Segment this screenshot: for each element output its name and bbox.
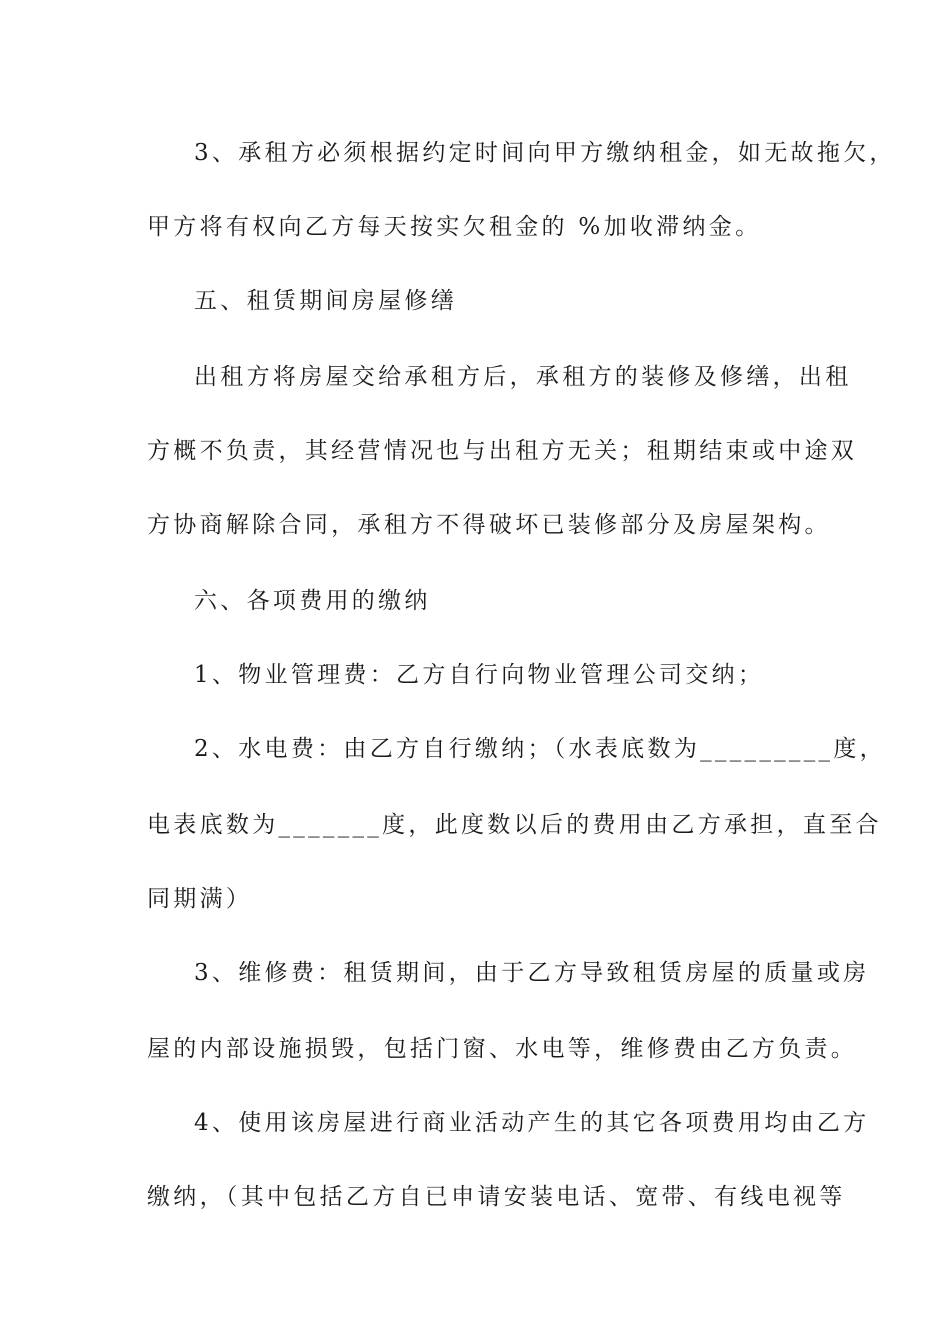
section-heading: 五、租赁期间房屋修缮 bbox=[194, 288, 457, 314]
text-line: 方协商解除合同，承租方不得破坏已装修部分及房屋架构。 bbox=[147, 512, 831, 538]
text-line: 同期满） bbox=[147, 886, 253, 912]
text-line: 出租方将房屋交给承租方后，承租方的装修及修缮，出租 bbox=[194, 364, 852, 390]
text-line: 方概不负责，其经营情况也与出租方无关；租期结束或中途双 bbox=[147, 438, 858, 464]
text-line: 电表底数为_______度，此度数以后的费用由乙方承担，直至合 bbox=[147, 812, 882, 838]
text-line: 2、水电费：由乙方自行缴纳；（水表底数为_________度， bbox=[194, 736, 886, 762]
text-line: 缴纳，（其中包括乙方自已申请安装电话、宽带、有线电视等 bbox=[147, 1184, 846, 1210]
text-line: 3、维修费：租赁期间，由于乙方导致租赁房屋的质量或房 bbox=[194, 960, 870, 986]
text-line: 4、使用该房屋进行商业活动产生的其它各项费用均由乙方 bbox=[194, 1110, 870, 1136]
text-line: 3、承租方必须根据约定时间向甲方缴纳租金，如无故拖欠， bbox=[194, 140, 896, 166]
text-line: 屋的内部设施损毁，包括门窗、水电等，维修费由乙方负责。 bbox=[147, 1036, 858, 1062]
text-line: 甲方将有权向乙方每天按实欠租金的 %加收滞纳金。 bbox=[147, 214, 762, 240]
text-line: 1、物业管理费：乙方自行向物业管理公司交纳； bbox=[194, 662, 765, 688]
section-heading: 六、各项费用的缴纳 bbox=[194, 588, 431, 614]
